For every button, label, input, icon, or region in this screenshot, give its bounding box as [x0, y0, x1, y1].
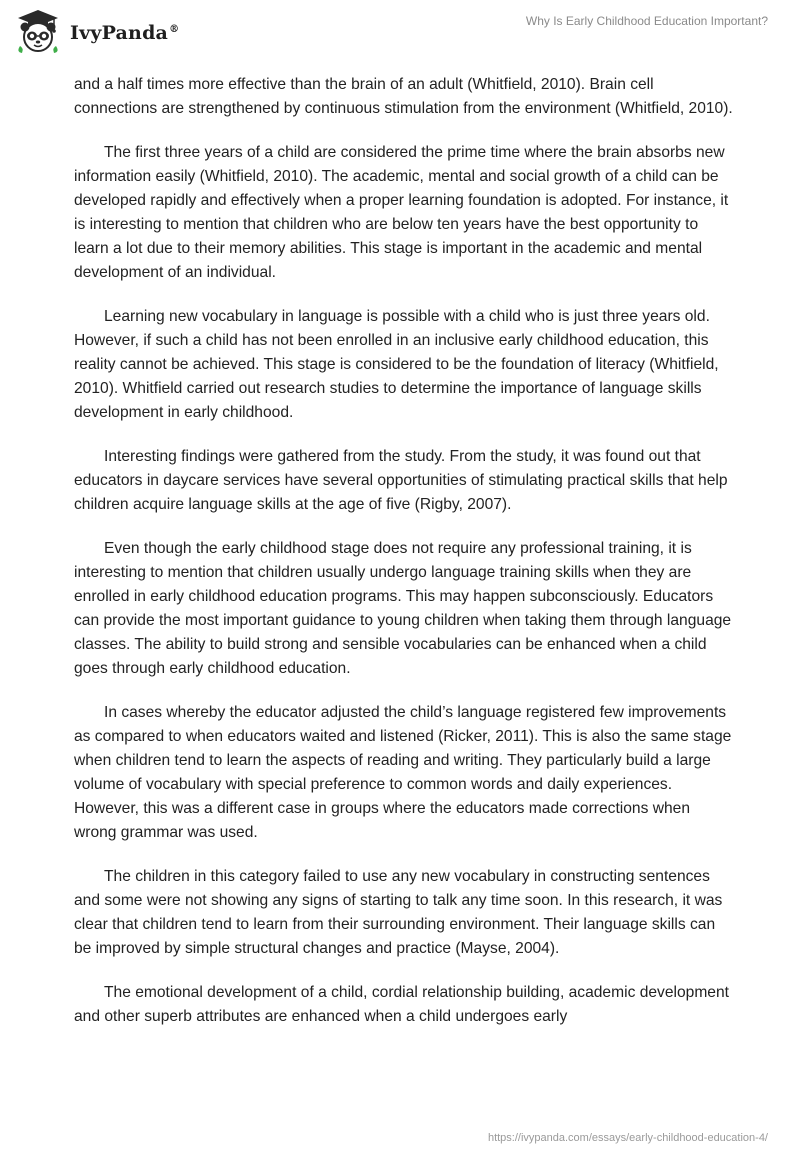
panda-graduate-icon: [14, 8, 62, 54]
brand-name: IvyPanda®: [70, 22, 180, 44]
brand-logo[interactable]: [14, 8, 179, 54]
paragraph: In cases whereby the educator adjusted the child’s language registered few improvements as compared to when educators waited and listened (Ricker, 2011). This is also the same stage when children tend to learn the aspects of reading and writing. They particularly build a large volume of vocabulary with special preference to common words and daily experiences. However, this was a different case in groups where the educators made corrections when wrong grammar was used.: [74, 704, 732, 841]
source-url-link[interactable]: https://ivypanda.com/essays/early-childhood-education-4/: [487, 1132, 768, 1144]
registered-mark: ®: [169, 23, 180, 35]
document-title: Why Is Early Childhood Education Important?: [525, 14, 768, 28]
paragraph: The first three years of a child are considered the prime time where the brain absorbs new information easily (Whitfield, 2010). The academic, mental and social growth of a child can be developed rapidly and effectively when a proper learning foundation is adopted. For instance, it is interesting to mention that children who are below ten years have the best opportunity to learn a lot due to their memory abilities. This stage is important in the academic and mental development of an individual.: [74, 144, 729, 281]
paragraph: The children in this category failed to use any new vocabulary in constructing sentences and some were not showing any signs of starting to talk any time soon. In this research, it was clear that children tend to learn from their surrounding environment. Their language skills can be improved by simple structural changes and practice (Mayse, 2004).: [74, 868, 723, 957]
paragraph: Even though the early childhood stage does not require any professional training, it is interesting to mention that children usually undergo language training skills when they are enrolled in early childhood education programs. This may happen subconsciously. Educators can provide the most important guidance to young children when taking them through language classes. The ability to build strong and sensible vocabularies can be enhanced when a child goes through early childhood education.: [74, 540, 732, 677]
essay-body: [74, 73, 734, 1049]
paragraph: Learning new vocabulary in language is possible with a child who is just three years old. However, if such a child has not been enrolled in an inclusive early childhood education, this reality cannot be achieved. This stage is considered to be the foundation of literacy (Whitfield, 2010). Whitfield carried out research studies to determine the importance of language skills development in early childhood.: [74, 308, 719, 421]
paragraph: and a half times more effective than the brain of an adult (Whitfield, 2010). Brain cell connections are strengthened by continuous stimulation from the environment (Whitfield, 2010).: [74, 76, 733, 117]
paragraph: The emotional development of a child, cordial relationship building, academic development and other superb attributes are enhanced when a child undergoes early: [74, 984, 729, 1025]
paragraph: Interesting findings were gathered from the study. From the study, it was found out that educators in daycare services have several opportunities of stimulating practical skills that help children acquire language skills at the age of five (Rigby, 2007).: [74, 448, 728, 513]
page-header: [0, 0, 800, 70]
